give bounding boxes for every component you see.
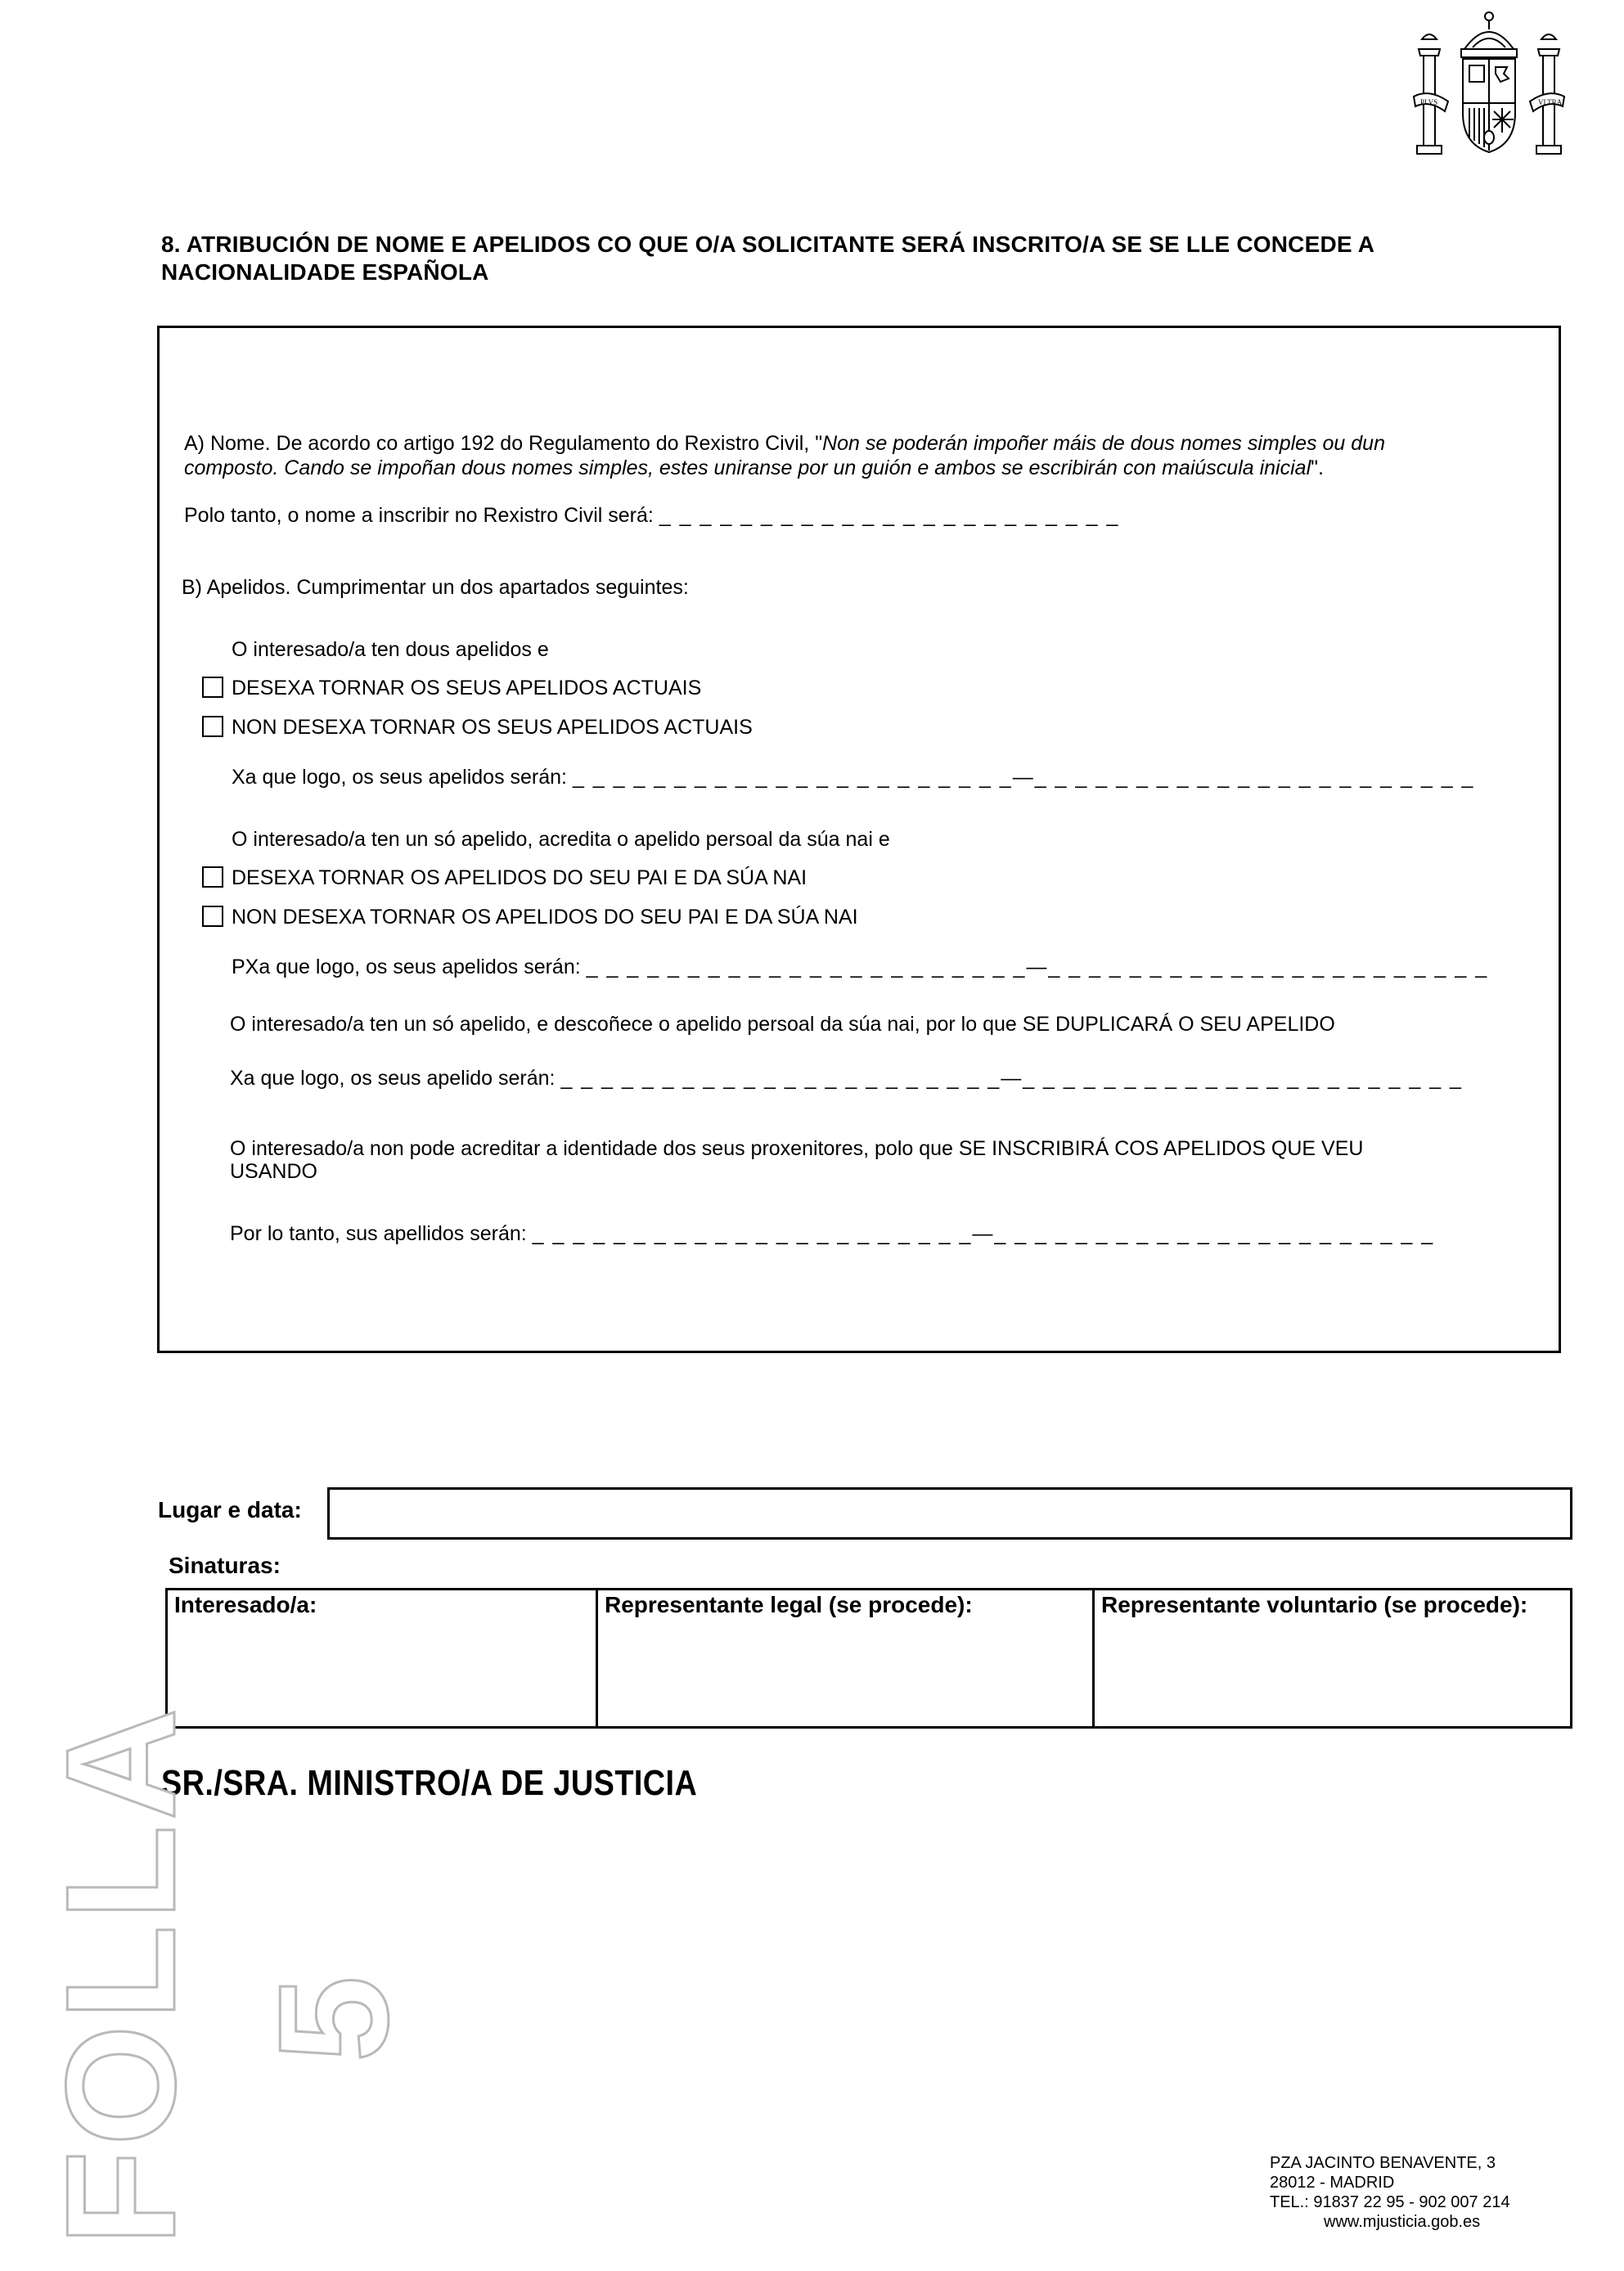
signatures-table <box>165 1588 1572 1729</box>
place-date-label: Lugar e data: <box>158 1497 302 1522</box>
case1-result-label: Xa que logo, os seus apelidos serán: <box>232 766 567 789</box>
footer-address <box>1270 2153 1510 2232</box>
svg-text:PLVS: PLVS <box>1420 98 1438 106</box>
signature-cell-voluntary-rep-label: Representante voluntario (se procede): <box>1101 1592 1528 1617</box>
footer-address-line1: PZA JACINTO BENAVENTE, 3 <box>1270 2154 1496 2172</box>
nome-paragraph-line1: A) Nome. De acordo co artigo 192 do Regulamento do Rexistro Civil, "Non se poderán impoñer máis de dous nomes simples ou dun <box>184 432 1385 455</box>
nome-result-row[interactable] <box>184 503 1119 528</box>
signature-cell-interested[interactable] <box>168 1590 596 1726</box>
case4-result-row[interactable] <box>230 1221 1434 1246</box>
case3-result-row[interactable] <box>230 1066 1463 1091</box>
case4-result-field[interactable]: _ _ _ _ _ _ _ _ _ _ _ _ _ _ _ _ _ _ _ _ _ _—_ _ _ _ _ _ _ _ _ _ _ _ _ _ _ _ _ _ _ _ _ _ <box>532 1222 1435 1245</box>
names-surnames-box <box>157 326 1561 1353</box>
case3-intro: O interesado/a ten un só apelido, e descoñece o apelido persoal da súa nai, por lo que SE DUPLICARÁ O SEU APELIDO <box>230 1013 1335 1036</box>
case2-yes-label: DESEXA TORNAR OS APELIDOS DO SEU PAI E DA SÚA NAI <box>232 866 808 889</box>
nome-result-field[interactable]: _ _ _ _ _ _ _ _ _ _ _ _ _ _ _ _ _ _ _ _ _ _ _ <box>659 504 1120 527</box>
footer-phone: TEL.: 91837 22 95 - 902 007 214 <box>1270 2193 1510 2211</box>
sheet-label: FOLLA 5 <box>34 1702 421 2246</box>
signature-cell-legal-rep-label: Representante legal (se procede): <box>605 1592 973 1617</box>
case2-no-label: NON DESEXA TORNAR OS APELIDOS DO SEU PAI E DA SÚA NAI <box>232 906 858 929</box>
case2-result-row[interactable] <box>232 955 1488 979</box>
case1-result-field[interactable]: _ _ _ _ _ _ _ _ _ _ _ _ _ _ _ _ _ _ _ _ _ _—_ _ _ _ _ _ _ _ _ _ _ _ _ _ _ _ _ _ _ _ _ _ <box>572 766 1475 789</box>
footer-address-line2: 28012 - MADRID <box>1270 2174 1395 2192</box>
case1-yes-label: DESEXA TORNAR OS SEUS APELIDOS ACTUAIS <box>232 677 702 699</box>
case1-no-checkbox[interactable] <box>202 716 223 737</box>
place-date-field[interactable] <box>327 1487 1572 1540</box>
spain-coat-of-arms-icon <box>1407 7 1571 162</box>
case2-result-label: PXa que logo, os seus apelidos serán: <box>232 956 581 978</box>
case3-result-field[interactable]: _ _ _ _ _ _ _ _ _ _ _ _ _ _ _ _ _ _ _ _ _ _—_ _ _ _ _ _ _ _ _ _ _ _ _ _ _ _ _ _ _ _ _ _ <box>560 1067 1463 1090</box>
signature-cell-legal-rep[interactable] <box>596 1590 1092 1726</box>
apelidos-heading: B) Apelidos. Cumprimentar un dos apartados seguintes: <box>182 576 689 599</box>
case1-no-label: NON DESEXA TORNAR OS SEUS APELIDOS ACTUAIS <box>232 716 753 739</box>
section-title <box>161 231 1470 286</box>
signatures-label: Sinaturas: <box>169 1553 281 1578</box>
case3-result-label: Xa que logo, os seus apelido serán: <box>230 1067 556 1090</box>
section-title-line2: NACIONALIDADE ESPAÑOLA <box>161 259 489 285</box>
case1-intro: O interesado/a ten dous apelidos e <box>232 638 549 661</box>
addressee-title: SR./SRA. MINISTRO/A DE JUSTICIA <box>161 1763 698 1803</box>
case1-result-row[interactable] <box>232 765 1474 789</box>
nome-paragraph-line2: composto. Cando se impoñan dous nomes simples, estes uniranse por un guión e ambos se escribirán con maiúscula inicial". <box>184 456 1324 479</box>
signature-cell-voluntary-rep[interactable] <box>1092 1590 1570 1726</box>
svg-text:VLTRA: VLTRA <box>1538 98 1563 106</box>
case2-yes-checkbox[interactable] <box>202 866 223 888</box>
signature-cell-interested-label: Interesado/a: <box>174 1592 317 1617</box>
case1-yes-checkbox[interactable] <box>202 677 223 698</box>
case2-result-field[interactable]: _ _ _ _ _ _ _ _ _ _ _ _ _ _ _ _ _ _ _ _ _ _—_ _ _ _ _ _ _ _ _ _ _ _ _ _ _ _ _ _ _ _ _ _ <box>586 956 1489 978</box>
case2-intro: O interesado/a ten un só apelido, acredita o apelido persoal da súa nai e <box>232 828 890 851</box>
case2-no-checkbox[interactable] <box>202 906 223 927</box>
nome-result-label: Polo tanto, o nome a inscribir no Rexistro Civil será: <box>184 504 654 527</box>
footer-website-link[interactable]: www.mjusticia.gob.es <box>1324 2213 1481 2231</box>
case4-intro-line1: O interesado/a non pode acreditar a identidade dos seus proxenitores, polo que SE INSCRIBIRÁ COS APELIDOS QUE VEU <box>230 1137 1364 1160</box>
section-title-line1: 8. ATRIBUCIÓN DE NOME E APELIDOS CO QUE O/A SOLICITANTE SERÁ INSCRITO/A SE SE LLE CONCEDE A <box>161 232 1375 257</box>
case4-result-label: Por lo tanto, sus apellidos serán: <box>230 1222 527 1245</box>
case4-intro-line2: USANDO <box>230 1160 317 1183</box>
